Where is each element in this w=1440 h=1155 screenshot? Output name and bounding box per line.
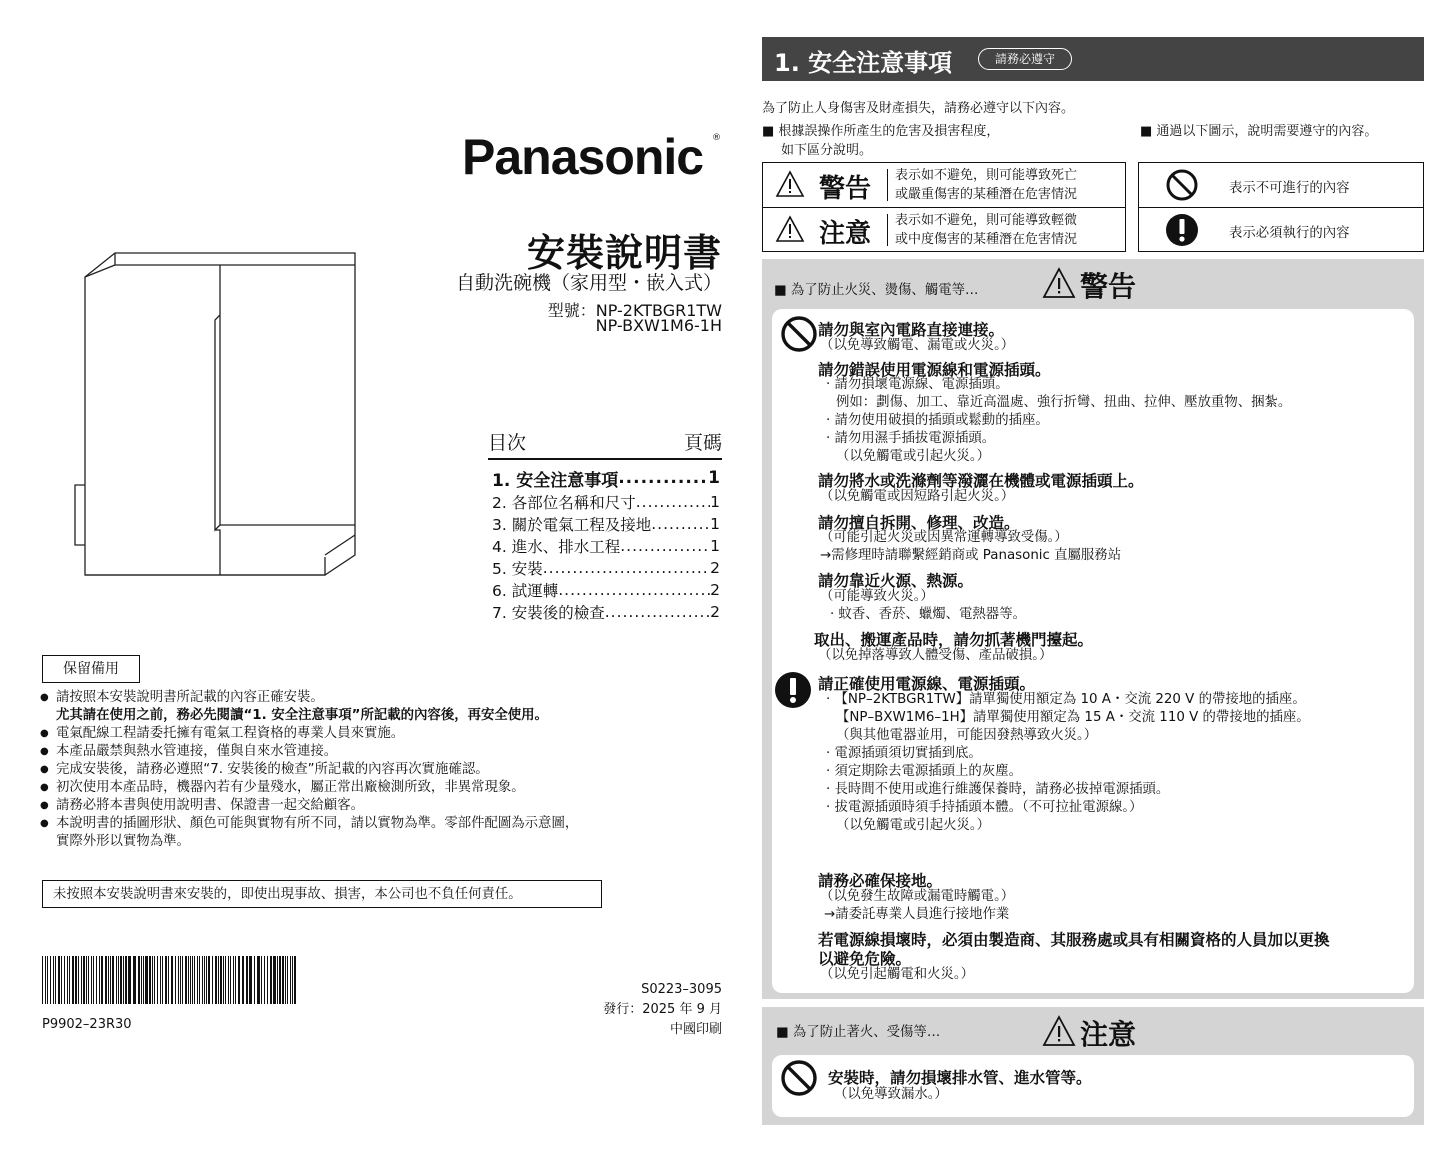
note-item: ● 請務必將本書與使用說明書、保證書一起交給顧客。 <box>40 797 680 815</box>
table-of-contents <box>492 465 720 623</box>
document-subtitle: 自動洗碗機（家用型・嵌入式） <box>455 272 722 294</box>
dishwasher-illustration <box>70 245 370 585</box>
caution-triangle-icon <box>1042 1015 1076 1047</box>
warning-text: （以免導致觸電、漏電或火災。） <box>820 338 1015 353</box>
issue-date: 發行：2025 年 9 月 <box>603 1002 722 1017</box>
note-item-emphasis: 尤其請在使用之前，務必先閱讀“1. 安全注意事項”所記載的內容後，再安全使用。 <box>56 708 548 723</box>
caution-content <box>772 1055 1414 1117</box>
warning-text: 例如：劃傷、加工、靠近高溫處、強行折彎、扭曲、拉伸、壓放重物、捆紮。 <box>836 395 1292 410</box>
note-item: ● 本說明書的插圖形狀、顏色可能與實物有所不同，請以實物為準。零部件配圖為示意圖， <box>40 815 680 833</box>
caution-word: 注意 <box>819 219 872 249</box>
toc-item[interactable]: 2. 各部位名稱和尺寸 ..... 1 <box>492 491 720 513</box>
keep-for-reference-label: 保留備用 <box>42 655 140 683</box>
publication-info <box>603 980 722 1040</box>
installation-notes <box>40 689 680 851</box>
warning-text: （可能導致火災。） <box>820 589 934 604</box>
symbol-legend-table <box>1138 162 1424 252</box>
caution-section <box>762 1007 1424 1125</box>
hazard-level-table <box>762 162 1126 252</box>
prohibit-symbol-row <box>1139 163 1423 207</box>
warning-text: （以免觸電或引起火災。） <box>836 449 990 464</box>
warning-text: （以免觸電或因短路引起火災。） <box>820 489 1015 504</box>
warning-text: （以免觸電或引起火災。） <box>836 818 990 833</box>
warning-text: （以免引起觸電和火災。） <box>820 967 974 982</box>
warning-text: 【NP–BXW1M6–1H】請單獨使用額定為 15 A・交流 110 V 的帶接地的插座。 <box>836 710 1310 725</box>
caution-heading: 安裝時，請勿損壞排水管、進水管等。 <box>828 1069 1092 1087</box>
caution-level-row <box>763 207 1125 252</box>
must-follow-badge: 請務必遵守 <box>978 48 1072 70</box>
warning-heading-continued: 以避免危險。 <box>818 950 912 968</box>
caution-triangle-icon <box>775 215 805 243</box>
caution-word: 注意 <box>1080 1018 1137 1051</box>
toc-item[interactable]: 7. 安裝後的檢查 ..... 2 <box>492 601 720 623</box>
toc-page-heading: 頁碼 <box>683 432 722 454</box>
note-item: ● 電氣配線工程請委托擁有電氣工程資格的專業人員來實施。 <box>40 725 680 743</box>
warning-text: · 須定期除去電源插頭上的灰塵。 <box>826 764 1022 779</box>
section-title: 1. 安全注意事項 <box>774 49 953 77</box>
note-item: ● 請按照本安裝說明書所記載的內容正確安裝。 <box>40 689 680 707</box>
caution-section-heading: ■ 為了防止著火、受傷等… <box>776 1025 941 1040</box>
mandatory-icon <box>1165 213 1199 247</box>
warning-triangle-icon <box>1042 267 1076 299</box>
prohibition-icon <box>1165 168 1199 202</box>
barcode <box>42 956 300 1004</box>
warning-word: 警告 <box>1080 270 1137 303</box>
warning-text: · 【NP–2KTBGR1TW】請單獨使用額定為 10 A・交流 220 V 的帶接地的插座。 <box>826 692 1306 707</box>
warning-text: →請委託專業人員進行接地作業 <box>824 907 1010 922</box>
warning-text: （與其他電器並用，可能因發熱導致火災。） <box>836 728 1098 743</box>
warning-heading: 取出、搬運產品時，請勿抓著機門擡起。 <box>814 631 1094 649</box>
toc-item[interactable]: 6. 試運轉 ..... 2 <box>492 579 720 601</box>
warning-heading: 請勿靠近火源、熱源。 <box>818 572 974 590</box>
mandatory-description: 表示必須執行的內容 <box>1229 226 1350 241</box>
warning-text: · 拔電源插頭時須手持插頭本體。（不可拉扯電源線。） <box>826 800 1143 815</box>
print-origin: 中國印刷 <box>669 1022 722 1037</box>
brand-logo: Panasonic <box>462 129 704 185</box>
warning-heading: 若電源線損壞時，必須由製造商、其服務處或具有相關資格的人員加以更換 <box>818 931 1330 949</box>
model-number-2: NP-BXW1M6-1H <box>595 316 722 335</box>
note-item: ● 本產品嚴禁與熱水管連接，僅與自來水管連接。 <box>40 743 680 761</box>
warning-text: →需修理時請聯繫經銷商或 Panasonic 直屬服務站 <box>820 548 1122 563</box>
caution-text: （以免導致漏水。） <box>834 1087 948 1102</box>
section-header-bar <box>762 37 1424 81</box>
warning-word: 警告 <box>819 174 872 204</box>
warning-text: （以免掉落導致人體受傷、產品破損。） <box>818 648 1053 663</box>
warning-text: · 請勿損壞電源線、電源插頭。 <box>826 377 1009 392</box>
intro-right: ■ 通過以下圖示，說明需要遵守的內容。 <box>1140 124 1378 139</box>
intro-left-line2: 如下區分說明。 <box>781 143 873 158</box>
warning-heading: 請勿擅自拆開、修理、改造。 <box>818 514 1020 532</box>
warning-text: （以免發生故障或漏電時觸電。） <box>820 889 1015 904</box>
toc-heading: 目次 <box>488 432 527 454</box>
document-code: S0223–3095 <box>641 982 722 997</box>
toc-item[interactable]: 4. 進水、排水工程 ..... 1 <box>492 535 720 557</box>
note-item: ● 初次使用本產品時，機器內若有少量殘水，屬正常出廠檢測所致，非異常現象。 <box>40 779 680 797</box>
caution-description: 表示如不避免，則可能導致輕微 或中度傷害的某種潛在危害情況 <box>895 213 1078 247</box>
warning-heading: 請勿錯誤使用電源線和電源插頭。 <box>818 361 1051 379</box>
note-item-continued: 實際外形以實物為準。 <box>56 834 190 849</box>
barcode-number: P9902–23R30 <box>42 1017 132 1032</box>
toc-item[interactable]: 5. 安裝 ..... 2 <box>492 557 720 579</box>
prohibition-icon <box>780 315 818 353</box>
warning-heading: 請務必確保接地。 <box>818 872 943 890</box>
mandatory-symbol-row <box>1139 207 1423 252</box>
warning-section <box>762 259 1424 999</box>
prohibit-description: 表示不可進行的內容 <box>1229 181 1350 196</box>
warning-description: 表示如不避免，則可能導致死亡 或嚴重傷害的某種潛在危害情況 <box>895 168 1078 202</box>
model-number-1: 型號：NP-2KTBGR1TW <box>547 301 722 320</box>
prohibition-icon <box>780 1059 818 1097</box>
disclaimer-box: 未按照本安裝說明書來安裝的，即使出現事故、損害，本公司也不負任何責任。 <box>42 880 602 908</box>
warning-text: · 長時間不使用或進行維護保養時，請務必拔掉電源插頭。 <box>826 782 1170 797</box>
intro-left-line1: ■ 根據誤操作所產生的危害及損害程度， <box>762 124 1000 139</box>
note-item: ● 完成安裝後，請務必遵照“7. 安裝後的檢查”所記載的內容再次實施確認。 <box>40 761 680 779</box>
warning-heading: 請勿將水或洗滌劑等潑灑在機體或電源插頭上。 <box>818 472 1144 490</box>
intro-text: 為了防止人身傷害及財產損失，請務必遵守以下內容。 <box>762 101 1075 116</box>
warning-heading: 請勿與室內電路直接連接。 <box>818 321 1005 339</box>
warning-text: · 電源插頭須切實插到底。 <box>826 746 982 761</box>
warning-triangle-icon <box>775 170 805 198</box>
toc-header <box>488 428 722 460</box>
warning-content <box>772 309 1414 993</box>
warning-section-heading: ■ 為了防止火災、燙傷、觸電等… <box>774 283 979 298</box>
warning-level-row <box>763 163 1125 207</box>
warning-text: · 蚊香、香菸、蠟燭、電熱器等。 <box>830 607 1026 622</box>
mandatory-icon <box>774 671 812 709</box>
warning-text: · 請勿用濕手插拔電源插頭。 <box>826 431 996 446</box>
warning-text: （可能引起火災或因異常運轉導致受傷。） <box>820 530 1068 545</box>
toc-item[interactable]: 3. 關於電氣工程及接地 ..... 1 <box>492 513 720 535</box>
document-title: 安裝說明書 <box>526 231 722 275</box>
warning-heading: 請正確使用電源線、電源插頭。 <box>818 675 1036 693</box>
toc-item[interactable]: 1. 安全注意事項 ..... 1 <box>492 465 720 491</box>
registered-mark: ® <box>712 133 721 143</box>
warning-text: · 請勿使用破損的插頭或鬆動的插座。 <box>826 413 1049 428</box>
